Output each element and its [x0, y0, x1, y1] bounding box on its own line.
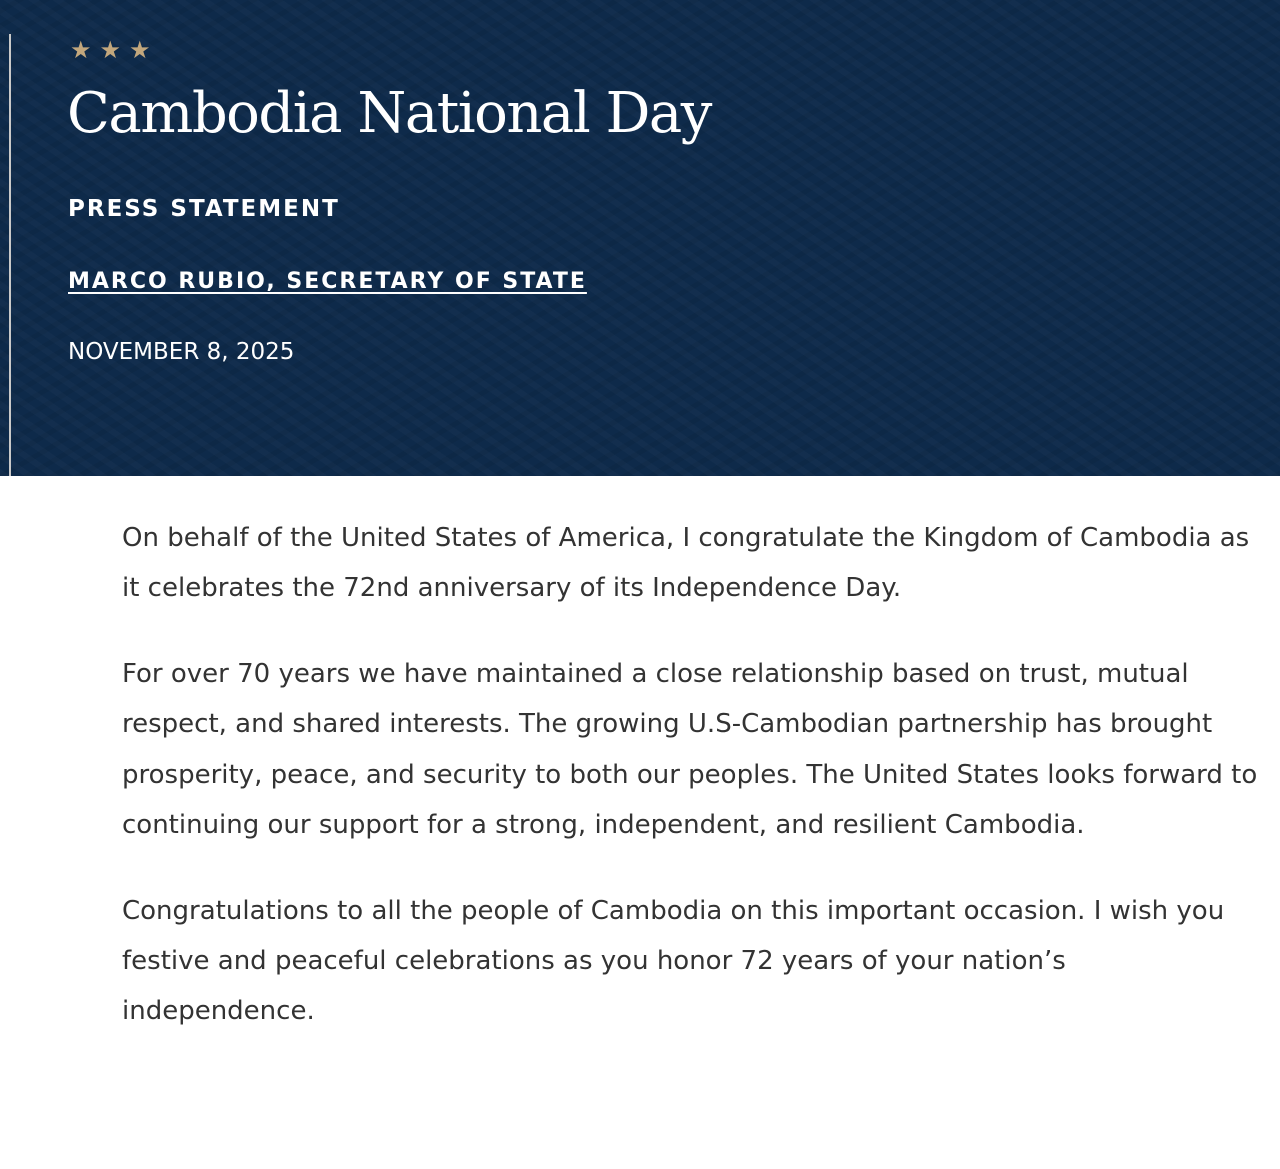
stars-decoration: [70, 36, 151, 64]
body-paragraph: For over 70 years we have maintained a close relationship based on trust, mutual respect, and shared interests. The growing U.S-Cambodian partnership has brought prosperity, peace, and security to both our peoples. The United States looks forward to continuing our support for a strong, independent, and resilient Cambodia.: [122, 659, 1258, 840]
star-icon: ★: [70, 36, 92, 64]
body-paragraph: Congratulations to all the people of Cambodia on this important occasion. I wish you festive and peaceful celebrations as you honor 72 years of your nation’s independence.: [122, 895, 1225, 1027]
page-header-banner: [0, 0, 1280, 476]
statement-type-label: PRESS STATEMENT: [68, 196, 340, 222]
body-paragraph: On behalf of the United States of America, I congratulate the Kingdom of Cambodia as it celebrates the 72nd anniversary of its Independence Day.: [122, 523, 1250, 604]
publish-date: NOVEMBER 8, 2025: [68, 339, 295, 365]
star-icon: ★: [129, 36, 151, 64]
statement-body: [122, 513, 1264, 1072]
page-title: Cambodia National Day: [67, 81, 711, 146]
author-link[interactable]: MARCO RUBIO, SECRETARY OF STATE: [68, 269, 587, 294]
star-icon: ★: [99, 36, 122, 64]
header-vertical-rule: [9, 34, 11, 476]
